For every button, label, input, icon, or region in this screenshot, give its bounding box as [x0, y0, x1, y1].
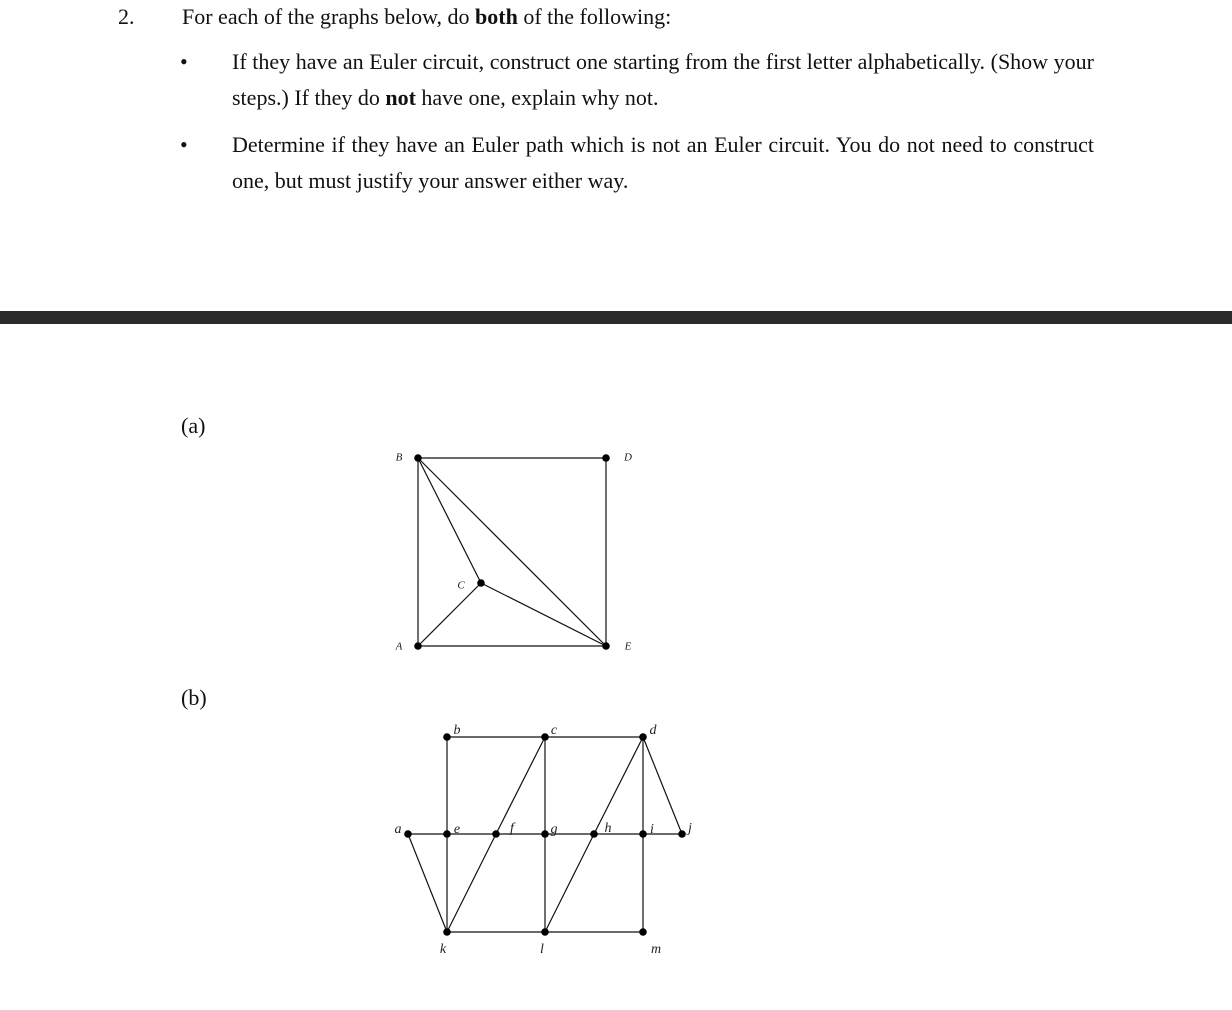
vertex-label-A: A [395, 640, 403, 653]
graph-b [395, 723, 693, 957]
vertex-B [414, 454, 422, 462]
vertex-label-l: l [540, 942, 544, 958]
vertex-A [414, 642, 422, 650]
edge-C-E [481, 583, 606, 646]
vertex-c [541, 733, 549, 741]
vertex-label-j: j [688, 821, 692, 837]
graph-a [395, 452, 632, 653]
vertex-label-C: C [457, 579, 465, 592]
vertex-label-m: m [650, 942, 662, 958]
vertex-j [678, 830, 686, 838]
vertex-label-a: a [394, 822, 402, 838]
vertex-label-h: h [604, 821, 612, 837]
part-label-a: (a) [181, 413, 206, 438]
bullet-marker: • [180, 132, 188, 157]
vertex-b [443, 733, 451, 741]
vertex-a [404, 830, 412, 838]
edge-A-C [418, 583, 481, 646]
vertex-l [541, 928, 549, 936]
vertex-label-f: f [510, 821, 514, 837]
problem-intro: For each of the graphs below, do both of the following: [182, 4, 672, 29]
vertex-D [602, 454, 610, 462]
edge-d-j [643, 737, 682, 834]
vertex-d [639, 733, 647, 741]
edge-a-k [408, 834, 447, 932]
vertex-label-i: i [650, 822, 654, 838]
edge-h-d [594, 737, 643, 837]
vertex-label-B: B [395, 451, 403, 464]
edge-f-c [496, 737, 545, 837]
bullet-marker: • [180, 49, 188, 74]
vertex-i [639, 830, 647, 838]
vertex-h [590, 830, 598, 838]
vertex-k [443, 928, 451, 936]
vertex-g [541, 830, 549, 838]
vertex-label-D: D [624, 451, 632, 464]
vertex-label-b: b [453, 723, 461, 739]
vertex-C [477, 579, 485, 587]
edge-B-C [418, 458, 481, 583]
vertex-E [602, 642, 610, 650]
edge-l-h [545, 834, 594, 932]
vertex-m [639, 928, 647, 936]
vertex-label-k: k [439, 942, 447, 958]
instruction-bullet-1: If they have an Euler circuit, construct one starting from the first letter alphabetically. (Show your steps.) If they do not have one, explain why not. [232, 49, 1094, 110]
vertex-label-g: g [550, 822, 558, 838]
vertex-label-d: d [649, 723, 657, 739]
vertex-label-c: c [550, 723, 558, 739]
vertex-label-E: E [624, 640, 632, 653]
problem-number: 2. [118, 4, 135, 29]
vertex-label-e: e [453, 822, 461, 838]
part-label-b: (b) [181, 685, 207, 710]
instruction-bullet-2: Determine if they have an Euler path which is not an Euler circuit. You do not need to construct one, but must justify your answer either way. [232, 132, 1094, 193]
vertex-f [492, 830, 500, 838]
edge-k-f [447, 834, 496, 932]
vertex-e [443, 830, 451, 838]
